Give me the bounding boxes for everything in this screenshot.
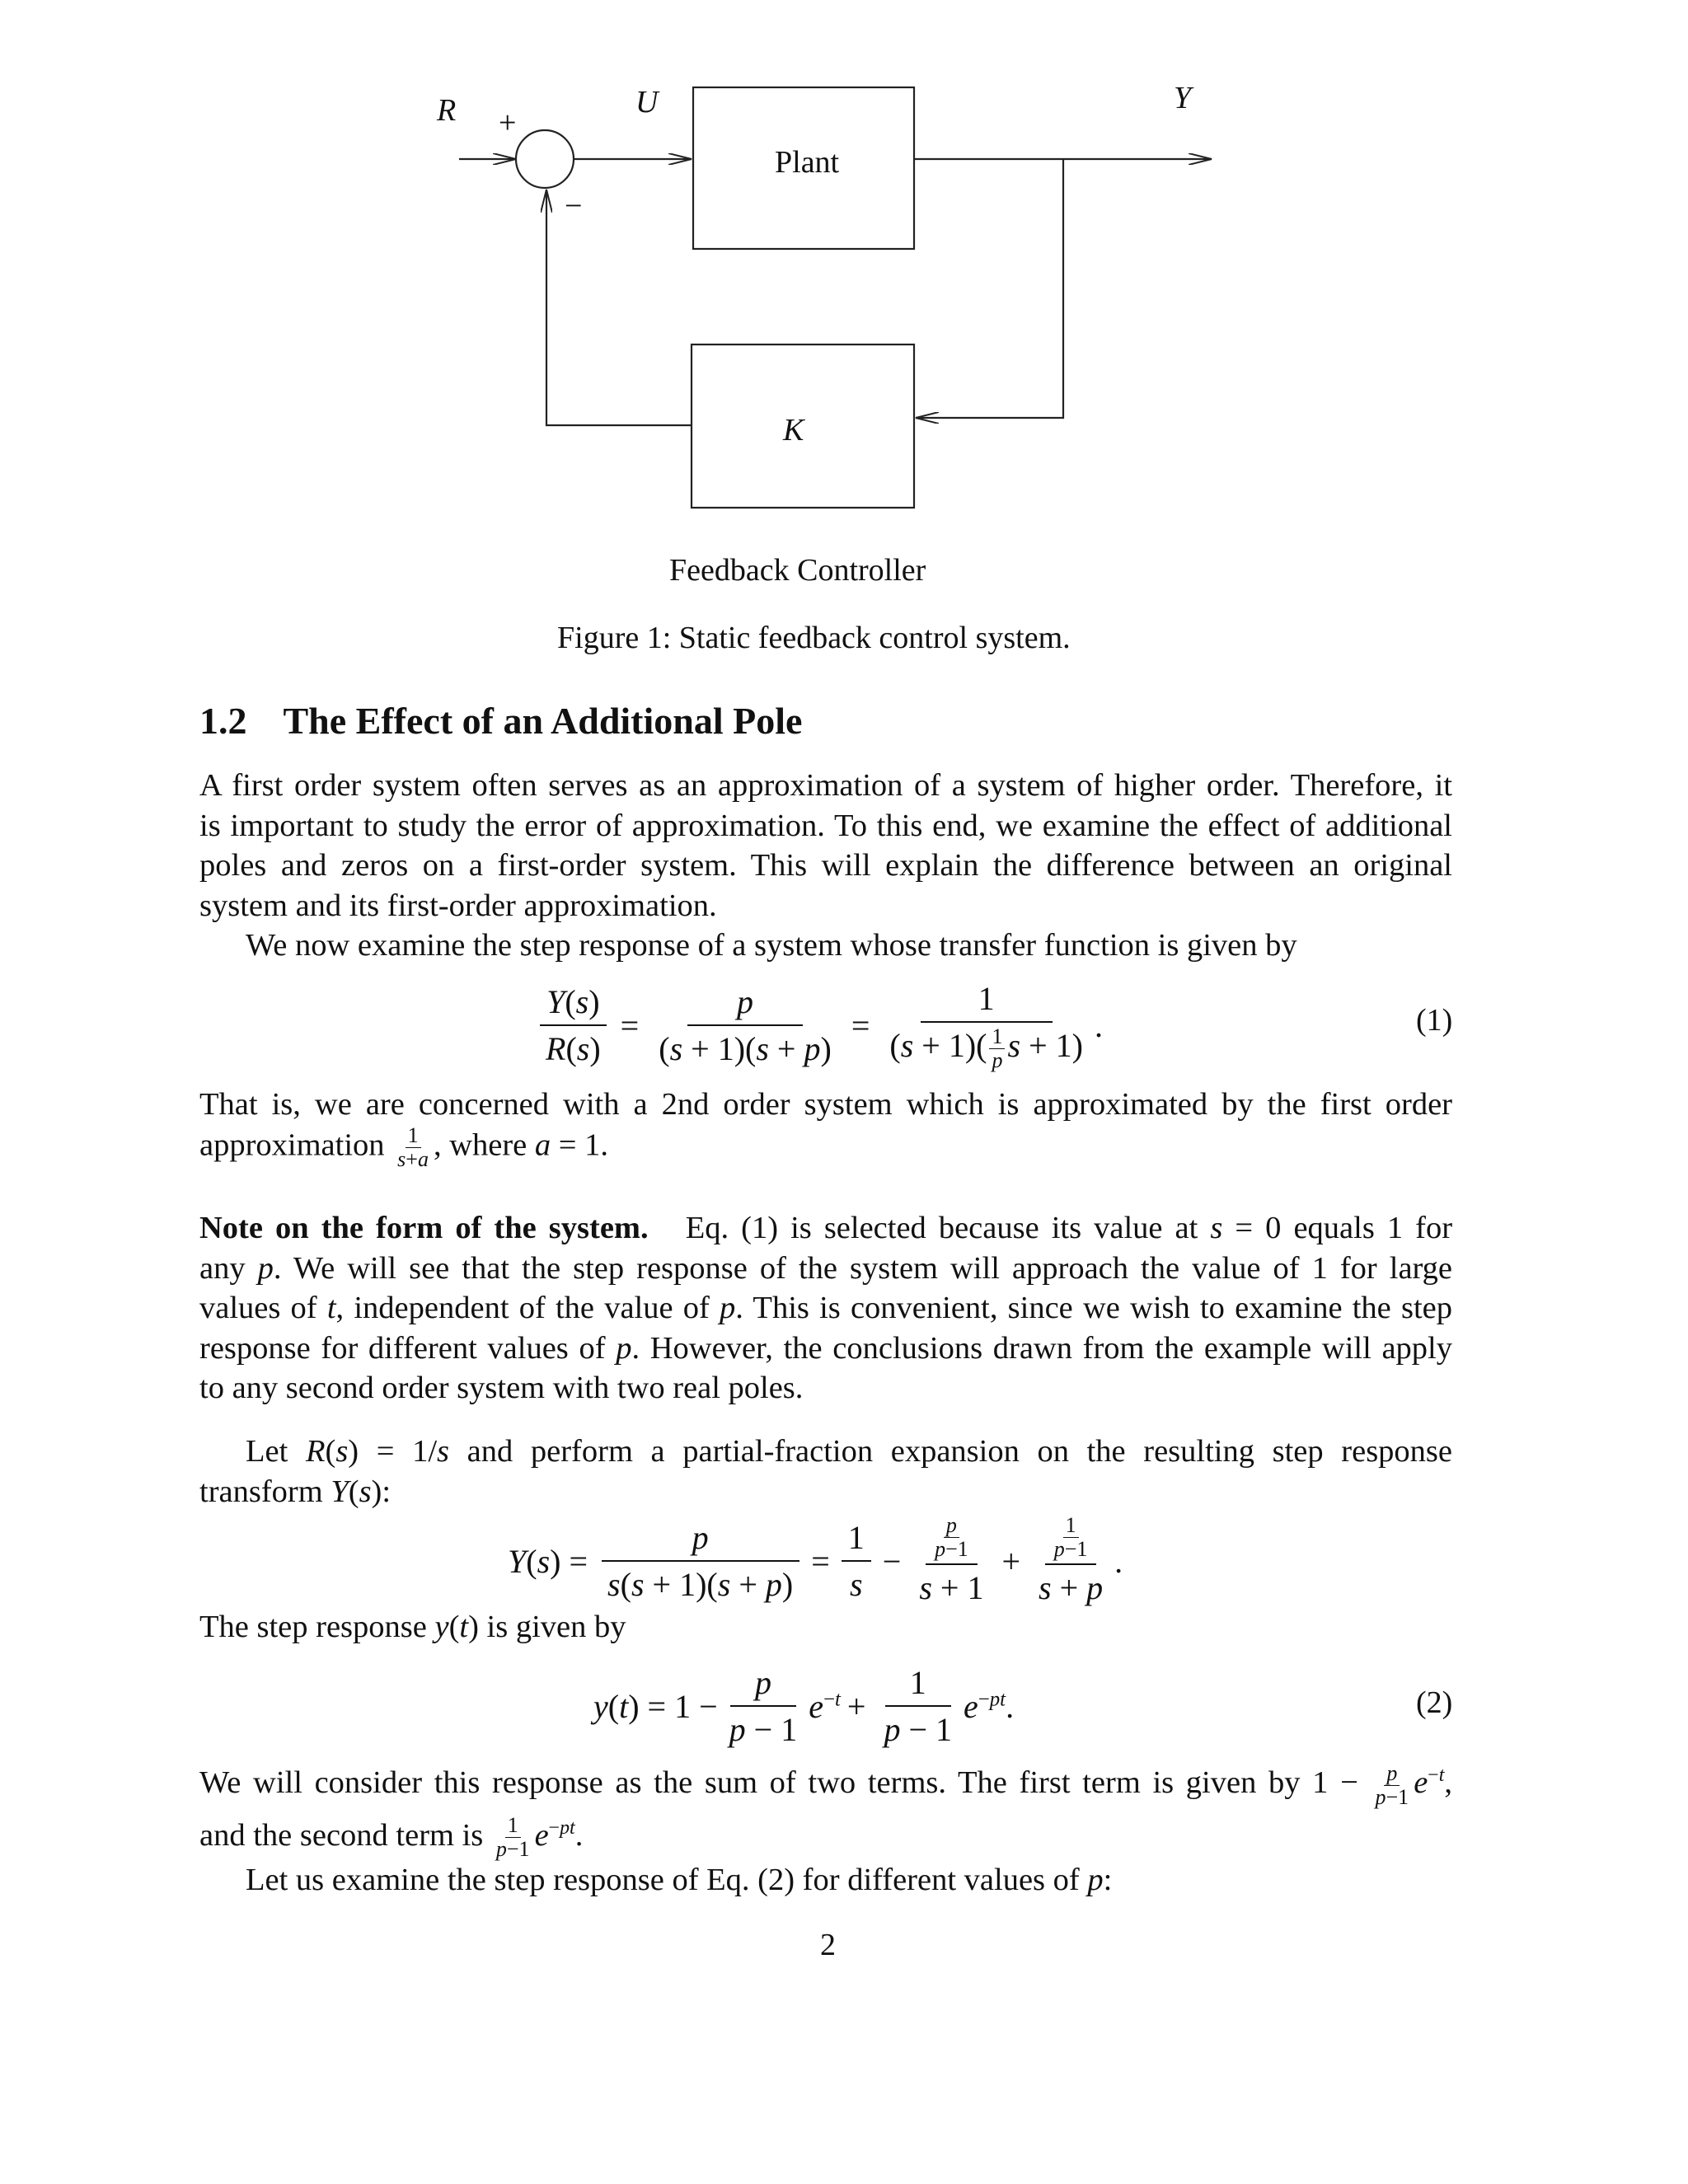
- label-minus: −: [565, 189, 583, 223]
- section-title: The Effect of an Additional Pole: [283, 700, 803, 742]
- block-diagram: [0, 0, 1688, 527]
- text-line: Let R(s) = 1/s and perform a partial-fraction expansion on the resulting step response: [246, 1434, 1452, 1469]
- label-y: Y: [1174, 81, 1192, 115]
- text-line: A first order system often serves as an approximation of a system of higher order. Therefore, it: [199, 768, 1452, 803]
- text-line: is important to study the error of approximation. To this end, we examine the effect of additional: [199, 808, 1452, 843]
- label-u: U: [635, 85, 659, 120]
- equation-2: y(t) = 1 − $\frac{p}{p - 1}$ $e^{-t}$ + $\frac{1}{p - 1}$ $e^{-pt}$.: [593, 1664, 1015, 1748]
- paragraph-note: [199, 1208, 1452, 1408]
- plant-label: Plant: [775, 145, 840, 180]
- feedback-path-out: [916, 159, 1063, 418]
- section-number: 1.2: [199, 700, 247, 742]
- paragraph-approximation: [199, 1085, 1452, 1170]
- equation-partial-fraction: Y(s) = $\frac{p}{s(s + 1)(s + p)}$ = $\frac{1}{s}$ − $\frac{\frac{p}{p-1}}{s + 1}$ + $\frac{\frac{1}{p-1}}{s + p}$ .: [508, 1513, 1123, 1607]
- paragraph-two-terms: [199, 1755, 1452, 1900]
- note-bold-lead: Note on the form of the system.: [199, 1211, 649, 1245]
- text-line: approximation $\frac{1}{s+a}$ , where a = 1.: [199, 1122, 608, 1171]
- section-heading: [199, 699, 802, 743]
- equation-1-number: (1): [1416, 1003, 1453, 1038]
- text-line: We now examine the step response of a system whose transfer function is given by: [246, 928, 1297, 963]
- figure-caption: Figure 1: Static feedback control system.: [557, 621, 1071, 655]
- text-line: and the second term is $\frac{1}{p-1}$ $e^{-pt}$.: [199, 1813, 584, 1861]
- step-response-line: [199, 1607, 1452, 1647]
- label-r: R: [437, 93, 457, 128]
- text-line: transform Y(s):: [199, 1474, 392, 1509]
- text-line: Let us examine the step response of Eq. (2) for different values of p:: [246, 1863, 1113, 1897]
- k-label: K: [783, 413, 804, 448]
- text-line: any p. We will see that the step response of the system will approach the value of 1 for large: [199, 1250, 1453, 1286]
- text-line: The step response y(t) is given by: [199, 1610, 626, 1644]
- text-line: values of t, independent of the value of p. This is convenient, since we wish to examine the step: [199, 1291, 1452, 1325]
- summing-junction: [516, 130, 574, 188]
- feedback-path-in: [546, 190, 692, 425]
- text-line: Note on the form of the system. Eq. (1) is selected because its value at s = 0 equals 1 for: [199, 1211, 1453, 1245]
- paragraph-intro: [199, 766, 1452, 966]
- equation-2-number: (2): [1416, 1685, 1453, 1720]
- equation-1: $\frac{Y(s)}{R(s)}$ = $\frac{p}{(s + 1)(s + p)}$ = 1 (s + 1)( $\frac{1}{p}$ s + 1) .: [534, 979, 1103, 1071]
- text-line: That is, we are concerned with a 2nd order system which is approximated by the first order: [199, 1087, 1452, 1122]
- page-number: 2: [820, 1928, 836, 1962]
- text-line: system and its first-order approximation.: [199, 888, 717, 923]
- text-line: response for different values of p. However, the conclusions drawn from the example will apply: [199, 1330, 1452, 1366]
- paragraph-partial-fraction: [199, 1432, 1452, 1511]
- text-line: to any second order system with two real poles.: [199, 1371, 804, 1405]
- text-line: poles and zeros on a first-order system. This will explain the difference between an original: [199, 848, 1452, 883]
- label-plus: +: [499, 105, 517, 140]
- controller-label: Feedback Controller: [669, 553, 926, 588]
- text-line: We will consider this response as the sum of two terms. The first term is given by 1 − $\frac{p}{p-1}$ $e^{-t}$,: [199, 1760, 1453, 1809]
